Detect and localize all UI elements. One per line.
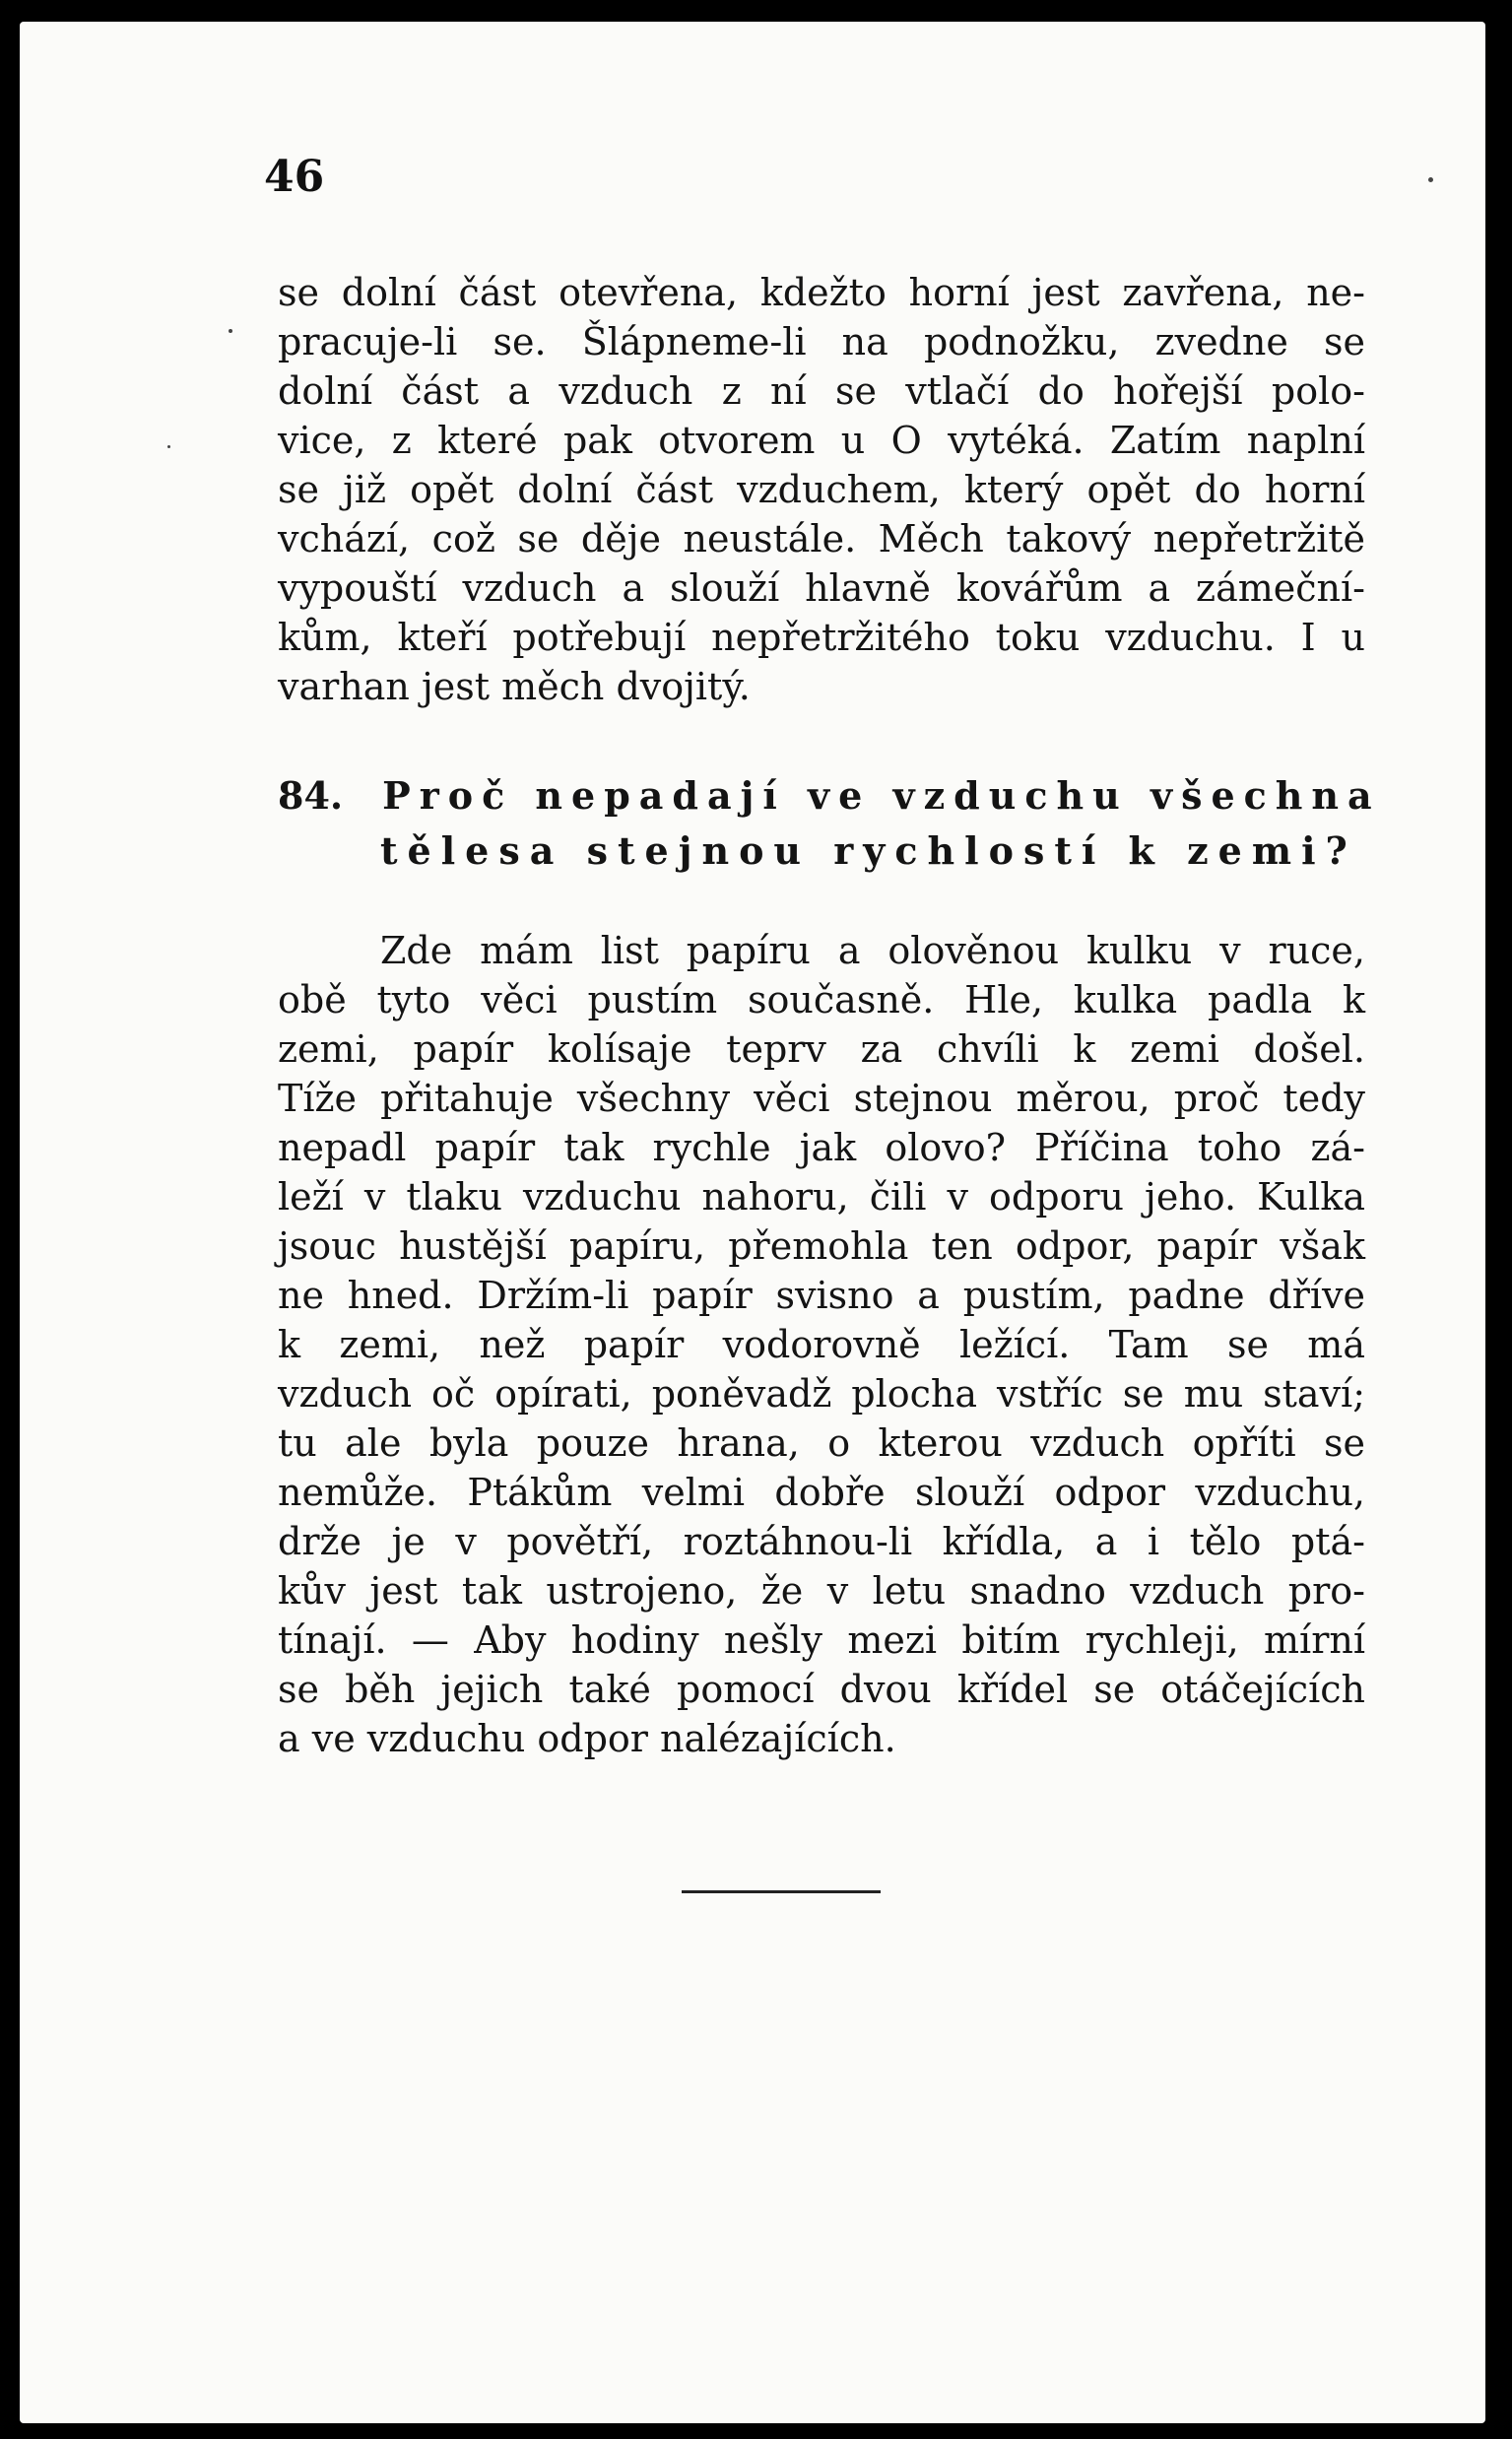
print-speck	[1428, 177, 1433, 182]
text-line: vypouští vzduch a slouží hlavně kovářům a zámeční-	[278, 566, 1365, 610]
text-line: leží v tlaku vzduchu nahoru, čili v odporu jeho. Kulka	[278, 1175, 1365, 1219]
print-speck	[229, 329, 232, 333]
print-speck	[167, 445, 170, 448]
book-page	[20, 22, 1485, 2423]
section-heading-line-1	[278, 768, 1381, 824]
section-number: 84.	[278, 773, 344, 818]
paragraph-falling-bodies	[278, 926, 1365, 1763]
text-line: se běh jejich také pomocí dvou křídel se otáčejících	[278, 1668, 1365, 1711]
text-line: k zemi, než papír vodorovně ležící. Tam se má	[278, 1323, 1365, 1366]
text-line: obě tyto věci pustím současně. Hle, kulka padla k	[278, 978, 1365, 1022]
text-line: se již opět dolní část vzduchem, který opět do horní	[278, 468, 1365, 511]
text-line: dolní část a vzduch z ní se vtlačí do hořejší polo-	[278, 369, 1365, 413]
text-line: vchází, což se děje neustále. Měch takový nepřetržitě	[278, 517, 1365, 560]
text-line: pracuje-li se. Šlápneme-li na podnožku, zvedne se	[278, 320, 1365, 363]
end-rule-divider	[682, 1890, 881, 1893]
text-line: Zde mám list papíru a olověnou kulku v ruce,	[380, 929, 1365, 972]
section-title-part-1: Proč nepadají ve vzduchu všechna	[382, 773, 1381, 818]
text-line: nemůže. Ptákům velmi dobře slouží odpor vzduchu,	[278, 1471, 1365, 1514]
text-line: kům, kteří potřebují nepřetržitého toku vzduchu. I u	[278, 616, 1365, 659]
text-line: a ve vzduchu odpor nalézajících.	[278, 1717, 896, 1760]
text-line: ne hned. Držím-li papír svisno a pustím, padne dříve	[278, 1274, 1365, 1317]
paragraph-siphon-bellows	[278, 268, 1365, 711]
text-line: kův jest tak ustrojeno, že v letu snadno vzduch pro-	[278, 1569, 1365, 1613]
page-number: 46	[264, 152, 325, 202]
text-line: se dolní část otevřena, kdežto horní jest zavřena, ne-	[278, 271, 1365, 314]
text-line: nepadl papír tak rychle jak olovo? Příčina toho zá-	[278, 1126, 1365, 1169]
text-line: jsouc hustější papíru, přemohla ten odpor, papír však	[278, 1224, 1365, 1268]
text-line: drže je v povětří, roztáhnou-li křídla, a i tělo ptá-	[278, 1520, 1365, 1563]
section-heading-84	[278, 768, 1381, 879]
text-line: zemi, papír kolísaje teprv za chvíli k zemi došel.	[278, 1027, 1365, 1071]
text-line: vzduch oč opírati, poněvadž plocha vstříc se mu staví;	[278, 1372, 1365, 1416]
text-line: tu ale byla pouze hrana, o kterou vzduch opříti se	[278, 1421, 1365, 1465]
text-line: vice, z které pak otvorem u O vytéká. Zatím naplní	[278, 419, 1365, 462]
text-line: varhan jest měch dvojitý.	[278, 665, 751, 708]
text-line: Tíže přitahuje všechny věci stejnou měrou, proč tedy	[278, 1077, 1365, 1120]
text-line: tínají. — Aby hodiny nešly mezi bitím rychleji, mírní	[278, 1618, 1365, 1662]
section-title-part-2: tělesa stejnou rychlostí k zemi?	[380, 828, 1357, 873]
